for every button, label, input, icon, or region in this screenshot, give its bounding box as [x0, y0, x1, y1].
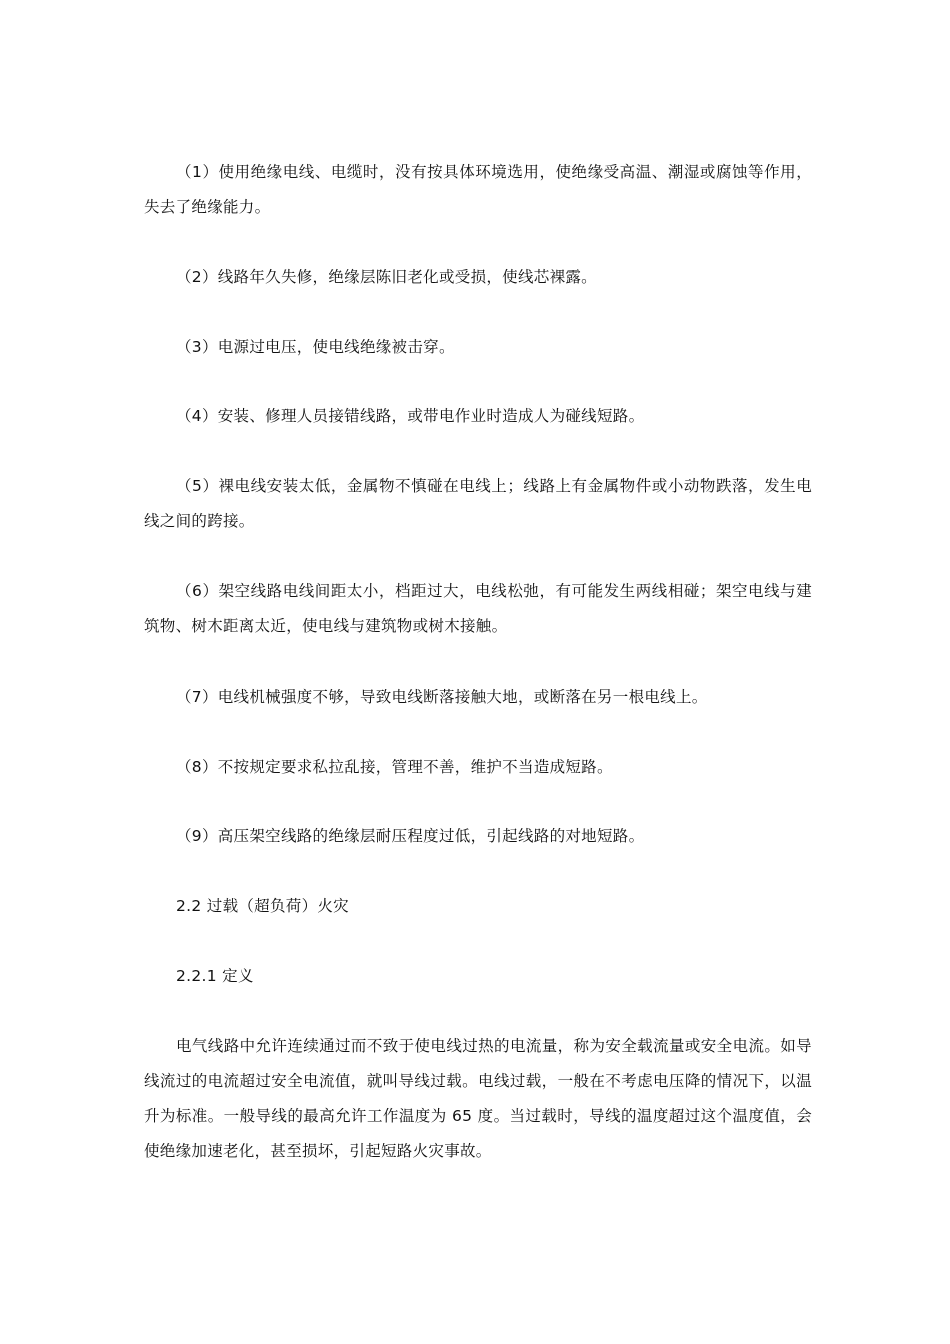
paragraph-cause-4: （4）安装、修理人员接错线路，或带电作业时造成人为碰线短路。 [176, 407, 645, 425]
paragraph-cause-6: （6）架空线路电线间距太小，档距过大，电线松弛，有可能发生两线相碰；架空电线与建筑物、树木距离太近，使电线与建筑物或树木接触。 [144, 582, 812, 635]
definition-paragraph: 电气线路中允许连续通过而不致于使电线过热的电流量，称为安全载流量或安全电流。如导线流过的电流超过安全电流值，就叫导线过载。电线过载，一般在不考虑电压降的情况下，以温升为标准。一般导线的最高允许工作温度为 65 度。当过载时，导线的温度超过这个温度值，会使绝缘加速老化，甚至损坏，引起短路火灾事故。 [144, 1037, 812, 1160]
paragraph-cause-3: （3）电源过电压，使电线绝缘被击穿。 [176, 338, 455, 356]
paragraph-cause-1: （1）使用绝缘电线、电缆时，没有按具体环境选用，使绝缘受高温、潮湿或腐蚀等作用，失去了绝缘能力。 [144, 163, 812, 216]
paragraph-cause-5: （5）裸电线安装太低，金属物不慎碰在电线上；线路上有金属物件或小动物跌落，发生电线之间的跨接。 [144, 477, 812, 530]
paragraph-cause-2: （2）线路年久失修，绝缘层陈旧老化或受损，使线芯裸露。 [176, 268, 597, 286]
paragraph-cause-9: （9）高压架空线路的绝缘层耐压程度过低，引起线路的对地短路。 [176, 827, 645, 845]
subsection-heading: 2.2.1 定义 [176, 967, 254, 985]
paragraph-cause-7: （7）电线机械强度不够，导致电线断落接触大地，或断落在另一根电线上。 [176, 688, 708, 706]
section-heading: 2.2 过载（超负荷）火灾 [176, 897, 349, 915]
paragraph-cause-8: （8）不按规定要求私拉乱接，管理不善，维护不当造成短路。 [176, 758, 613, 776]
